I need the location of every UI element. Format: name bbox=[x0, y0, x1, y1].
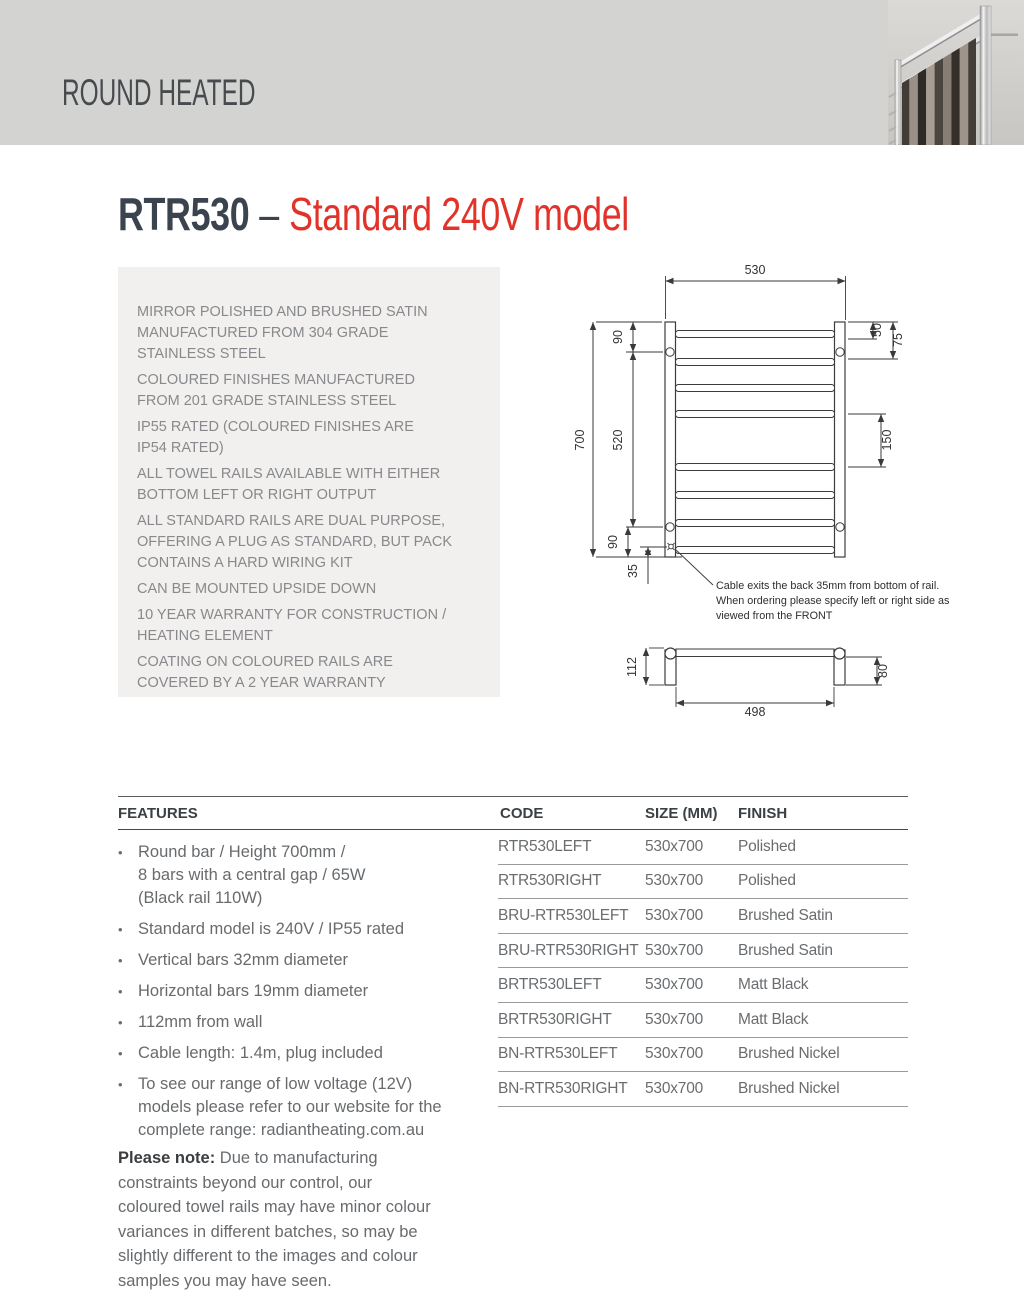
spec-paragraph: 10 YEAR WARRANTY FOR CONSTRUCTION / HEATING ELEMENT bbox=[137, 607, 447, 644]
spec-paragraph: COATING ON COLOURED RAILS ARE COVERED BY A 2 YEAR WARRANTY bbox=[137, 654, 393, 691]
code-header: CODE bbox=[500, 805, 544, 822]
table-row bbox=[498, 1072, 908, 1107]
product-code: RTR530RIGHT bbox=[498, 872, 602, 890]
table-row bbox=[498, 934, 908, 969]
right-post bbox=[980, 6, 991, 145]
header-banner bbox=[0, 0, 1024, 145]
horizontal-bars bbox=[676, 331, 835, 554]
dim-label-35: 35 bbox=[626, 564, 640, 578]
table-top-rule bbox=[118, 796, 908, 797]
bullet-icon: • bbox=[118, 922, 123, 937]
spec-paragraph: IP55 RATED (COLOURED FINISHES ARE IP54 RATED) bbox=[137, 419, 414, 456]
product-finish: Brushed Satin bbox=[738, 941, 833, 959]
product-size: 530x700 bbox=[645, 976, 704, 994]
product-finish: Brushed Nickel bbox=[738, 1045, 840, 1063]
note-label: Please note: bbox=[118, 1149, 216, 1167]
bullet-icon: • bbox=[118, 1015, 123, 1030]
table-row bbox=[498, 899, 908, 934]
cable-annotation bbox=[675, 549, 950, 622]
table-row bbox=[498, 968, 908, 1003]
title-dash: – bbox=[259, 188, 280, 240]
features-list bbox=[118, 841, 500, 1150]
table-row bbox=[498, 1003, 908, 1038]
product-finish: Matt Black bbox=[738, 976, 809, 994]
page-title: ROUND HEATED bbox=[62, 72, 256, 113]
plan-view bbox=[625, 648, 890, 719]
product-size: 530x700 bbox=[645, 1045, 704, 1063]
model-title bbox=[118, 188, 629, 240]
dim-label-150: 150 bbox=[880, 429, 894, 451]
bracket-mark bbox=[836, 523, 844, 531]
product-code: BRU-RTR530RIGHT bbox=[498, 941, 639, 959]
product-photo bbox=[888, 0, 1024, 145]
bullet-icon: • bbox=[118, 845, 123, 860]
product-finish: Brushed Satin bbox=[738, 906, 833, 924]
spec-summary-box bbox=[118, 267, 500, 697]
list-item: • Round bar / Height 700mm / 8 bars with a central gap / 65W (Black rail 110W) bbox=[118, 841, 500, 910]
product-code: BRTR530RIGHT bbox=[498, 1010, 612, 1028]
dim-label-80: 80 bbox=[876, 664, 890, 678]
bullet-icon: • bbox=[118, 1046, 123, 1061]
product-size: 530x700 bbox=[645, 837, 704, 855]
front-view bbox=[573, 263, 905, 584]
spec-paragraph: ALL TOWEL RAILS AVAILABLE WITH EITHER BOTTOM LEFT OR RIGHT OUTPUT bbox=[137, 466, 441, 503]
manufacturing-note: Please note: Due to manufacturing constraints beyond our control, our coloured towel rails may have minor colour variances in different batches, so may be slightly different to the images and colour samples you may have seen. bbox=[118, 1149, 431, 1290]
model-variant: Standard 240V model bbox=[289, 188, 629, 240]
product-code: BN-RTR530LEFT bbox=[498, 1045, 618, 1063]
table-row bbox=[498, 865, 908, 900]
product-finish: Polished bbox=[738, 837, 796, 855]
product-size: 530x700 bbox=[645, 941, 704, 959]
right-vertical-post bbox=[835, 322, 846, 557]
wall-arm bbox=[987, 27, 1018, 34]
bracket-mark bbox=[836, 348, 844, 356]
product-size: 530x700 bbox=[645, 906, 704, 924]
product-size: 530x700 bbox=[645, 1079, 704, 1097]
svg-text:viewed from the FRONT: viewed from the FRONT bbox=[716, 610, 833, 622]
table-row bbox=[498, 830, 908, 865]
product-code: BRU-RTR530LEFT bbox=[498, 906, 629, 924]
bullet-icon: • bbox=[118, 953, 123, 968]
left-post bbox=[895, 60, 901, 145]
spec-paragraph: ALL STANDARD RAILS ARE DUAL PURPOSE, OFFERING A PLUG AS STANDARD, BUT PACK CONTAINS A HARD WIRING KIT bbox=[137, 513, 453, 571]
dim-label-112: 112 bbox=[625, 657, 639, 677]
dim-label-50: 50 bbox=[870, 323, 884, 337]
dim-label-498: 498 bbox=[744, 705, 766, 719]
product-code: RTR530LEFT bbox=[498, 837, 592, 855]
dim-label-520: 520 bbox=[611, 429, 625, 451]
list-item: • Cable length: 1.4m, plug included bbox=[118, 1042, 500, 1065]
product-size: 530x700 bbox=[645, 872, 704, 890]
svg-text:When ordering please specify l: When ordering please specify left or right side as bbox=[716, 595, 950, 607]
bullet-icon: • bbox=[118, 984, 123, 999]
spec-paragraph: MIRROR POLISHED AND BRUSHED SATIN MANUFACTURED FROM 304 GRADE STAINLESS STEEL bbox=[137, 304, 428, 362]
finish-header: FINISH bbox=[738, 805, 788, 822]
list-item: • Vertical bars 32mm diameter bbox=[118, 949, 500, 972]
bracket-mark bbox=[666, 348, 674, 356]
product-code: BN-RTR530RIGHT bbox=[498, 1079, 628, 1097]
bullet-icon: • bbox=[118, 1077, 123, 1092]
list-item: • To see our range of low voltage (12V) models please refer to our website for the complete range: radiantheating.com.au bbox=[118, 1073, 500, 1142]
product-size: 530x700 bbox=[645, 1010, 704, 1028]
dim-label-530: 530 bbox=[744, 263, 766, 277]
model-code: RTR530 bbox=[118, 188, 250, 240]
dim-label-75: 75 bbox=[891, 333, 905, 347]
list-item: • 112mm from wall bbox=[118, 1011, 500, 1034]
product-finish: Matt Black bbox=[738, 1010, 809, 1028]
product-code: BRTR530LEFT bbox=[498, 976, 602, 994]
product-finish: Brushed Nickel bbox=[738, 1079, 840, 1097]
svg-text:Cable exits the back 35mm from: Cable exits the back 35mm from bottom of rail. bbox=[716, 580, 940, 592]
dim-label-90-top: 90 bbox=[611, 330, 625, 344]
product-finish: Polished bbox=[738, 872, 796, 890]
list-item: • Horizontal bars 19mm diameter bbox=[118, 980, 500, 1003]
dim-label-90-bottom: 90 bbox=[606, 535, 620, 549]
left-vertical-post bbox=[665, 322, 676, 557]
features-header: FEATURES bbox=[118, 805, 198, 822]
spec-paragraph: CAN BE MOUNTED UPSIDE DOWN bbox=[137, 581, 377, 597]
table-row bbox=[498, 1038, 908, 1073]
spec-paragraph: COLOURED FINISHES MANUFACTURED FROM 201 GRADE STAINLESS STEEL bbox=[137, 372, 415, 409]
list-item: • Standard model is 240V / IP55 rated bbox=[118, 918, 500, 941]
size-header: SIZE (MM) bbox=[645, 805, 718, 822]
dim-label-700: 700 bbox=[573, 429, 587, 451]
cable-exit-mark bbox=[668, 543, 675, 550]
product-table bbox=[498, 830, 908, 1107]
bracket-mark bbox=[666, 523, 674, 531]
technical-drawing bbox=[570, 258, 1024, 730]
